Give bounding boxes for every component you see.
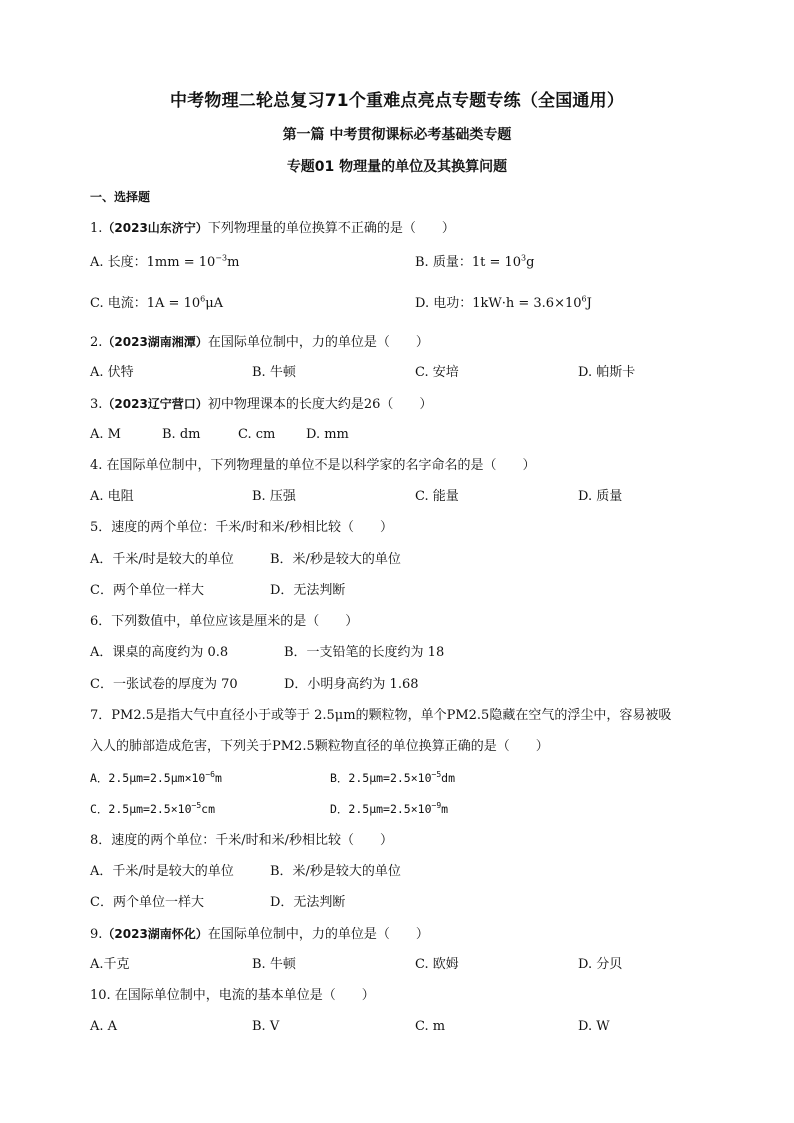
question-6: 6．下列数值中，单位应该是厘米的是（ ） — [90, 614, 359, 629]
section-heading: 一、选择题 — [90, 190, 151, 204]
option-a: A．千米/时是较大的单位 — [90, 864, 234, 879]
option-c: C. 欧姆 — [415, 957, 459, 972]
option-d: D．$2.5\mu m=2.5\times 10^{-9}m$ — [330, 801, 449, 816]
option-d: D．无法判断 — [270, 583, 346, 598]
option-d: D. 电功：$1kW\cdot h = 3.6\times 10^6J$ — [415, 294, 592, 311]
option-a: A．$2.5\mu m=2.5\mu m\times 10^{-6}m$ — [90, 770, 222, 785]
option-b: B．$2.5\mu m=2.5\times 10^{-5}dm$ — [330, 770, 456, 785]
option-a: A. 长度：$1mm = 10^{-3}m$ — [90, 253, 240, 270]
part-title: 第一篇 中考贯彻课标必考基础类专题 — [282, 127, 512, 143]
option-a: A．课桌的高度约为 0.8 — [90, 645, 229, 660]
option-a: A. 电阻 — [90, 489, 134, 504]
option-b: B．一支铅笔的长度约为 18 — [284, 645, 445, 660]
question-5: 5．速度的两个单位：千米/时和米/秒相比较（ ） — [90, 520, 394, 535]
question-10: 10. 在国际单位制中，电流的基本单位是（ ） — [90, 988, 375, 1003]
option-b: B．米/秒是较大的单位 — [270, 864, 401, 879]
question-7-line-1: 7．PM2.5是指大气中直径小于或等于 2.5μm的颗粒物，单个PM2.5隐藏在空气的浮尘中，容易被吸 — [90, 708, 672, 723]
option-c: C．两个单位一样大 — [90, 583, 204, 598]
option-b: B. 牛顿 — [252, 365, 296, 380]
option-c: C．两个单位一样大 — [90, 895, 204, 910]
option-d: D. mm — [306, 427, 349, 442]
option-d: D. 质量 — [578, 489, 623, 504]
question-source-tag: （2023山东济宁） — [102, 221, 208, 235]
option-b: B. dm — [162, 427, 201, 442]
question-9: 9.（2023湖南怀化）在国际单位制中，力的单位是（ ） — [90, 927, 429, 942]
option-c: C. m — [415, 1019, 446, 1034]
question-7-line-2: 入人的肺部造成危害，下列关于PM2.5颗粒物直径的单位换算正确的是（ ） — [90, 739, 549, 754]
option-b: B. 压强 — [252, 489, 296, 504]
document-title: 中考物理二轮总复习71个重难点亮点专题专练（全国通用） — [169, 91, 625, 111]
option-c: C. cm — [238, 427, 276, 442]
option-c: C. 电流：$1A = 10^6\mu A$ — [90, 294, 224, 311]
option-c: C. 能量 — [415, 489, 459, 504]
question-3: 3.（2023辽宁营口）初中物理课本的长度大约是26（ ） — [90, 397, 433, 412]
option-a: A．千米/时是较大的单位 — [90, 552, 234, 567]
option-d: D．无法判断 — [270, 895, 346, 910]
option-c: C．一张试卷的厚度为 70 — [90, 677, 238, 692]
option-a: A.千克 — [90, 957, 130, 972]
question-source-tag: （2023辽宁营口） — [102, 397, 208, 411]
question-source-tag: （2023湖南湘潭） — [102, 335, 208, 349]
question-8: 8．速度的两个单位：千米/时和米/秒相比较（ ） — [90, 833, 394, 848]
option-d: D. W — [578, 1019, 610, 1034]
option-a: A. M — [90, 427, 121, 442]
option-c: C．$2.5\mu m=2.5\times 10^{-5}cm$ — [90, 801, 216, 816]
question-source-tag: （2023湖南怀化） — [102, 927, 208, 941]
option-a: A. A — [90, 1019, 118, 1034]
option-d: D．小明身高约为 1.68 — [284, 677, 419, 692]
option-d: D. 帕斯卡 — [578, 365, 636, 380]
question-4: 4. 在国际单位制中，下列物理量的单位不是以科学家的名字命名的是（ ） — [90, 458, 536, 473]
option-b: B. V — [252, 1019, 280, 1034]
option-b: B. 质量：$1t = 10^3g$ — [415, 253, 535, 270]
option-d: D. 分贝 — [578, 957, 623, 972]
question-2: 2.（2023湖南湘潭）在国际单位制中，力的单位是（ ） — [90, 335, 429, 350]
question-1: 1.（2023山东济宁）下列物理量的单位换算不正确的是（ ） — [90, 221, 455, 236]
option-c: C. 安培 — [415, 365, 459, 380]
topic-title: 专题01 物理量的单位及其换算问题 — [286, 159, 508, 175]
option-a: A. 伏特 — [90, 365, 134, 380]
option-b: B. 牛顿 — [252, 957, 296, 972]
option-b: B．米/秒是较大的单位 — [270, 552, 401, 567]
